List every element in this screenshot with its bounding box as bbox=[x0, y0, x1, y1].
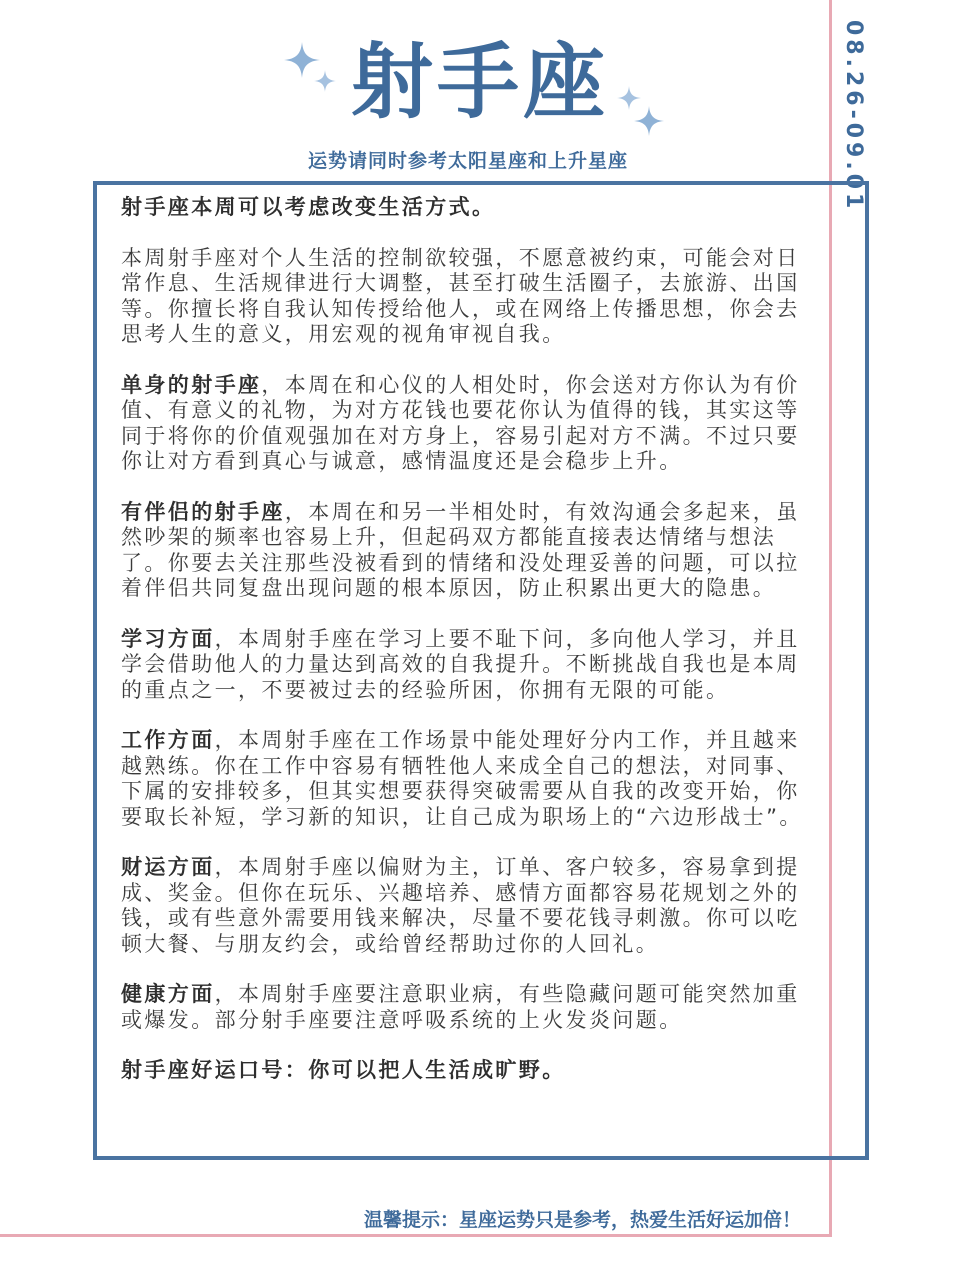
section-health bbox=[121, 982, 821, 1033]
section-text: ，本周射手座以偏财为主，订单、客户较多，容易拿到提成、奖金。但你在玩乐、兴趣培养、感情方面都容易花规划之外的钱，或有些意外需要用钱来解决，尽量不要花钱寻刺激。你可以吃顿大餐、与朋友约会，或给曾经帮助过你的人回礼。 bbox=[121, 855, 800, 956]
section-label: 工作方面 bbox=[121, 728, 215, 752]
section-study bbox=[121, 627, 821, 704]
page-title: 射手座 bbox=[350, 35, 609, 130]
section-single bbox=[121, 373, 821, 475]
slogan-line bbox=[121, 1058, 821, 1084]
section-text: ，本周射手座要注意职业病，有些隐藏问题可能突然加重或爆发。部分射手座要注意呼吸系统的上火发炎问题。 bbox=[121, 982, 800, 1032]
overview-paragraph: 本周射手座对个人生活的控制欲较强，不愿意被约束，可能会对日常作息、生活规律进行大调整，甚至打破生活圈子，去旅游、出国等。你擅长将自我认知传授给他人，或在网络上传播思想，你会去思考人生的意义，用宏观的视角审视自我。 bbox=[121, 245, 800, 346]
section-label: 单身的射手座 bbox=[121, 372, 262, 397]
slogan-text: 射手座好运口号：你可以把人生活成旷野。 bbox=[121, 1058, 566, 1082]
section-text: ，本周在和心仪的人相处时，你会送对方你认为有价值、有意义的礼物，为对方花钱也要花你认为值得的钱，其实这等同于将你的价值观强加在对方身上，容易引起对方不满。不过只要你让对方看到真心与诚意，感情温度还是会稳步上升。 bbox=[121, 372, 800, 473]
pink-frame-horizontal-line bbox=[0, 1234, 832, 1237]
page-subtitle: 运势请同时参考太阳星座和上升星座 bbox=[307, 150, 628, 172]
footer-tip: 温馨提示：星座运势只是参考，热爱生活好运加倍！ bbox=[364, 1209, 802, 1231]
section-text: ，本周射手座在学习上要不耻下问，多向他人学习，并且学会借助他人的力量达到高效的自我提升。不断挑战自我也是本周的重点之一，不要被过去的经验所困，你拥有无限的可能。 bbox=[121, 626, 800, 702]
section-label: 有伴侣的射手座 bbox=[121, 499, 285, 524]
section-partnered bbox=[121, 500, 821, 602]
horoscope-content bbox=[121, 195, 821, 1109]
intro-line bbox=[121, 195, 821, 221]
section-label: 财运方面 bbox=[121, 855, 215, 879]
section-text: ，本周在和另一半相处时，有效沟通会多起来，虽然吵架的频率也容易上升，但起码双方都能直接表达情绪与想法了。你要去关注那些没被看到的情绪和没处理妥善的问题，可以拉着伴侣共同复盘出现问题的根本原因，防止积累出更大的隐患。 bbox=[121, 499, 800, 600]
section-work bbox=[121, 728, 821, 830]
section-wealth bbox=[121, 855, 821, 957]
date-range: 08.26-09.01 bbox=[841, 20, 866, 213]
intro-text: 射手座本周可以考虑改变生活方式。 bbox=[121, 195, 496, 219]
section-text: ，本周射手座在工作场景中能处理好分内工作，并且越来越熟练。你在工作中容易有牺牲他人来成全自己的想法，对同事、下属的安排较多，但其实想要获得突破需要从自我的改变开始，你要取长补短，学习新的知识，让自己成为职场上的“六边形战士”。 bbox=[121, 728, 803, 829]
section-label: 健康方面 bbox=[121, 982, 215, 1006]
section-label: 学习方面 bbox=[121, 626, 215, 651]
